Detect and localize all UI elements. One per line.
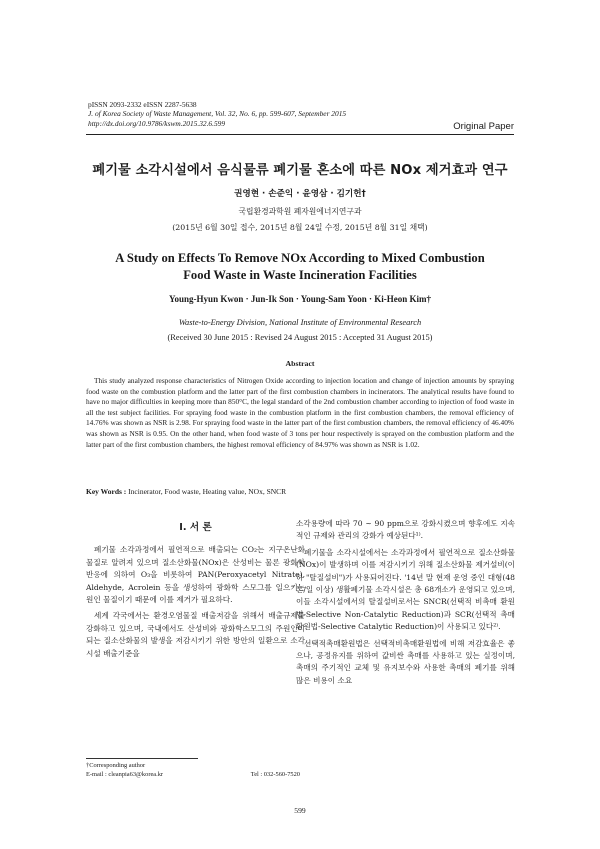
- footnote-divider: [86, 758, 198, 759]
- korean-authors: 권영현 · 손준익 · 윤영삼 · 김기헌†: [234, 189, 366, 199]
- abstract-heading: Abstract: [285, 359, 315, 368]
- doi-link[interactable]: http://dx.doi.org/10.9786/kswm.2015.32.6.599: [88, 118, 226, 128]
- journal-citation: J. of Korea Society of Waste Management, Vol. 32, No. 6, pp. 599-607, September 2015: [88, 109, 347, 119]
- page-number: 599: [294, 806, 306, 815]
- issn: pISSN 2093-2332 eISSN 2287-5638: [88, 100, 197, 109]
- keywords: [86, 487, 514, 496]
- footnote: [86, 762, 300, 779]
- korean-affiliation: 국립환경과학원 폐자원에너지연구과: [238, 207, 362, 216]
- article-type: Original Paper: [453, 121, 514, 132]
- footnote-label: †Corresponding author: [86, 762, 146, 769]
- footnote-email[interactable]: E-mail : cleanpia63@korea.kr: [86, 770, 164, 778]
- footnote-tel: Tel : 032-560-7520: [250, 770, 300, 778]
- korean-dates: (2015년 6월 30일 접수, 2015년 8월 24일 수정, 2015년 8월 31일 채택): [172, 223, 428, 232]
- abstract-body: This study analyzed response characteristics of Nitrogen Oxide according to injection location and change of injection amounts by spraying food waste on the combustion platform and the latter part of the first combustion chambers in incinerators. The analytical results have found to have no major difficulties in keeping more than 850°C, the legal standard of the 2nd combustion chamber according to injection of food waste in all the test subject facilities. For spraying food waste in the combustion platform in the first combustion chambers, the removal efficiency of 14.76% was shown as NSR is 2.98. For spraying food waste in the latter part of the first combustion chambers, the removal efficiency of 46.40% was shown as NSR is 0.95. On the other hand, when food waste of 3 tons per hour respectively is sprayed on the combustion platform and the latter part of the first combustion chambers, the highest removal efficiency of 84.97% was shown as NSR is 1.02.: [86, 376, 514, 449]
- paragraph: 폐기물을 소각시설에서는 소각과정에서 필연적으로 질소산화물(NOx)이 발생하며 이를 저감시키기 위해 질소산화물 제거설비(이하 "탈질설비")가 사용되어진다. '14년 말 현재 운영 중인 대형(48톤/일 이상) 생활폐기물 소각시설은 총 68개소가 운영되고 있으며, 이들 소각시설에서의 탈질설비로서는 SNCR(선택적 비촉매 환원법-Selective Non-Catalytic Reduction)과 SCR(선택적 촉매 환원법-Selective Catalytic Reduction)이 사용되고 있다²⁾.: [296, 547, 515, 632]
- right-column: [296, 518, 515, 691]
- keywords-label: Key Words :: [86, 487, 127, 496]
- section-title-introduction: I. 서 론: [179, 522, 212, 533]
- english-authors: Young-Hyun Kwon · Jun-Ik Son · Young-Sam Yoon · Ki-Heon Kim†: [169, 294, 431, 304]
- english-title-line2: Food Waste in Waste Incineration Facilities: [183, 268, 417, 282]
- paragraph: 선택적촉매환원법은 선택적비촉매환원법에 비해 저감효율은 좋으나, 공정유지를 위하여 값비싼 촉매를 사용하고 있는 실정이며, 촉매의 주기적인 교체 및 유지보수와 사용한 촉매의 폐기를 위해 많은 비용이 소요: [296, 638, 515, 685]
- english-title: [86, 250, 514, 284]
- left-column: [86, 518, 305, 664]
- korean-title: 폐기물 소각시설에서 음식물류 폐기물 혼소에 따른 NOx 제거효과 연구: [92, 163, 508, 178]
- paragraph: 소각용량에 따라 70 ~ 90 ppm으로 강화시켰으며 향후에도 지속적인 규제와 관리의 강화가 예상된다¹⁾.: [296, 519, 515, 541]
- paragraph: 폐기물 소각과정에서 필연적으로 배출되는 CO₂는 지구온난화 물질로 알려져 있으며 질소산화물(NOx)은 산성비는 물론 광화학반응에 의하여 O₃을 비롯하여 PAN(Peroxyacetyl Nitrate), Aldehyde, Acrolein 등을 생성하여 광화학 스모그를 일으키는 원인 물질이기 때문에 이를 제거가 필요하다.: [86, 545, 305, 605]
- journal-metadata: [88, 100, 346, 128]
- header-divider: [86, 134, 514, 135]
- english-title-line1: A Study on Effects To Remove NOx According to Mixed Combustion: [115, 251, 485, 265]
- keywords-list: Incinerator, Food waste, Heating value, NOx, SNCR: [126, 487, 287, 496]
- english-dates: (Received 30 June 2015 : Revised 24 August 2015 : Accepted 31 August 2015): [167, 333, 433, 342]
- paragraph: 세계 각국에서는 환경오염물질 배출저감을 위해서 배출규제를 강화하고 있으며, 국내에서도 산성비와 광화학스모그의 주원인이 되는 질소산화물의 발생을 저감시키기 위한 방안의 일환으로 소각시설 배출기준을: [86, 611, 305, 658]
- english-affiliation: Waste-to-Energy Division, National Institute of Environmental Research: [178, 318, 422, 327]
